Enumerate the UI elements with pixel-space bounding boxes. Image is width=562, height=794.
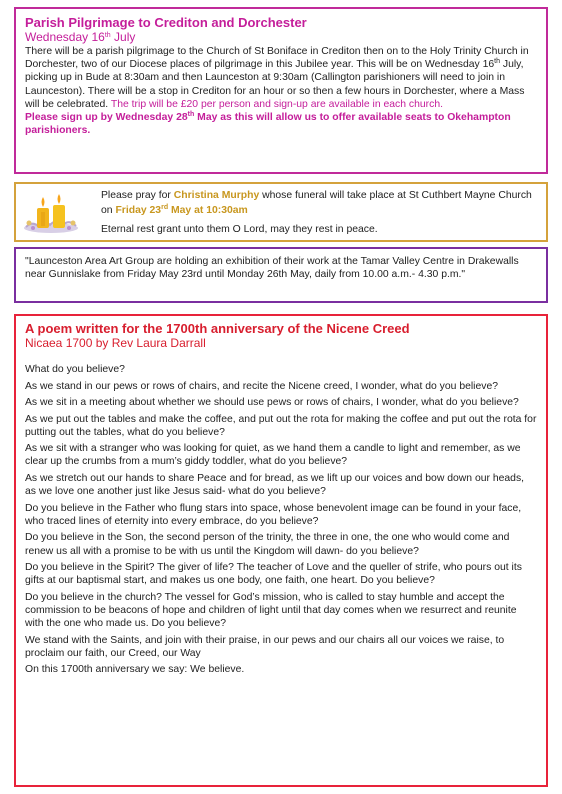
pilgrimage-body-text-2: July, picking up in Bude at 8:30am and then Launceston at 9:30am (Callington parishioners will need to join in Launceston). There will be a stop in Crediton for an hour or so then a few hours in Dorchester, where a Mass will be celebrated. [25,59,525,110]
poem-section [14,314,548,787]
pilgrimage-signup-text-2: May as this will allow us to offer available seats to Okehampton parishioners. [25,112,511,137]
poem-line: As we put out the tables and make the coffee, and put out the rota for making the coffee and put out the rota for putting out the tables, what do you believe? [25,413,537,438]
pilgrimage-price: The trip will be £20 per person and sign-up are available in each church. [108,98,443,110]
funeral-date [115,205,247,216]
prayer-name: Christina Murphy [173,190,260,201]
poem-body [25,363,537,677]
poem-line: Do you believe in the Son, the second person of the trinity, the three in one, the one who would come and renew us all with a promise to be with us until the Kingdom will dawn- do you believe? [25,532,510,557]
poem-line: On this 1700th anniversary we say: We believe. [25,664,245,676]
poem-line: As we sit with a stranger who was looking for quiet, as we hand them a candle to light and remember, as we clear up the crumbs from a mum’s giddy toddler, what do you believe? [25,443,521,468]
funeral-date-text: Friday 23 [115,205,162,216]
poem-line: Do you believe in the Father who flung stars into space, whose benevolent image can be found in your face, who traced lines of eternity into every embrace, do you believe? [25,502,522,527]
prayer-line [101,188,537,218]
art-notice [14,247,548,303]
prayer-text [101,188,537,237]
pilgrimage-body [25,45,537,137]
eternal-rest: Eternal rest grant unto them O Lord, may they rest in peace. [101,224,378,235]
poem-line: As we sit in a meeting about whether we should use pews or rows of chairs, I wonder, what do you believe? [25,397,519,408]
pilgrimage-signup-sup: th [187,111,195,119]
prayer-notice [14,182,548,242]
poem-line: As we stand in our pews or rows of chairs, and recite the Nicene creed, I wonder, what do you believe? [25,380,499,392]
art-text: "Launceston Area Art Group are holding an exhibition of their work at the Tamar Valley Centre in Drakewalls near Gunnislake from Friday May 23rd until Monday 26th May, daily from 10.00 a.m.- 4.30 p.m." [25,256,519,281]
prayer-pre: Please pray for [101,190,174,201]
poem-line: As we stretch out our hands to share Peace and for bread, as we lift up our voices and bow down our heads, as we love one another just like Jesus said- what do you believe? [25,472,525,498]
poem-subtitle: Nicaea 1700 by Rev Laura Darrall [25,336,206,350]
prayer-mid: whose funeral will take place at St Cuthbert Mayne Church on [101,190,532,216]
pilgrimage-signup [25,112,511,136]
poem-line: What do you believe? [25,364,125,375]
pilgrimage-body-sup: th [494,58,501,66]
funeral-date-sup: rd [161,204,169,211]
pilgrimage-body-text: There will be a parish pilgrimage to the Church of St Boniface in Crediton then on to the Holy Trinity Church in Dorchester, two of our Diocese places of pilgrimage in this Jubilee year. This will be on Wednesday 16 [25,46,529,71]
pilgrimage-date-text: Wednesday 16 [25,30,105,44]
pilgrimage-signup-text: Please sign up by Wednesday 28 [25,112,188,124]
pilgrimage-date-month: July [110,30,136,44]
poem-title: A poem written for the 1700th anniversary of the Nicene Creed [25,321,410,336]
funeral-date-time: May at 10:30am [168,205,248,216]
pilgrimage-title: Parish Pilgrimage to Crediton and Dorchester [25,15,307,30]
poem-line: Do you believe in the church? The vessel for God’s mission, who is called to stay humble and accept the commission to be beacons of hope and children of light until that day comes when we resurrect and reunite with the one who made us. Do you believe? [25,591,517,630]
pilgrimage-date-sup: th [104,32,111,39]
poem-line: Do you believe in the Spirit? The giver of life? The teacher of Love and the queller of strife, who pours out its gifts at our baptismal start, and makes us one body, one faith, one heart. Do you believe? [25,562,522,587]
pilgrimage-date [25,30,537,45]
poem-line: We stand with the Saints, and join with their praise, in our pews and our chairs all our voices we raise, to proclaim our faith, our Creed, our Way [25,634,505,659]
pilgrimage-notice [14,7,548,174]
candles-icon [22,192,80,236]
